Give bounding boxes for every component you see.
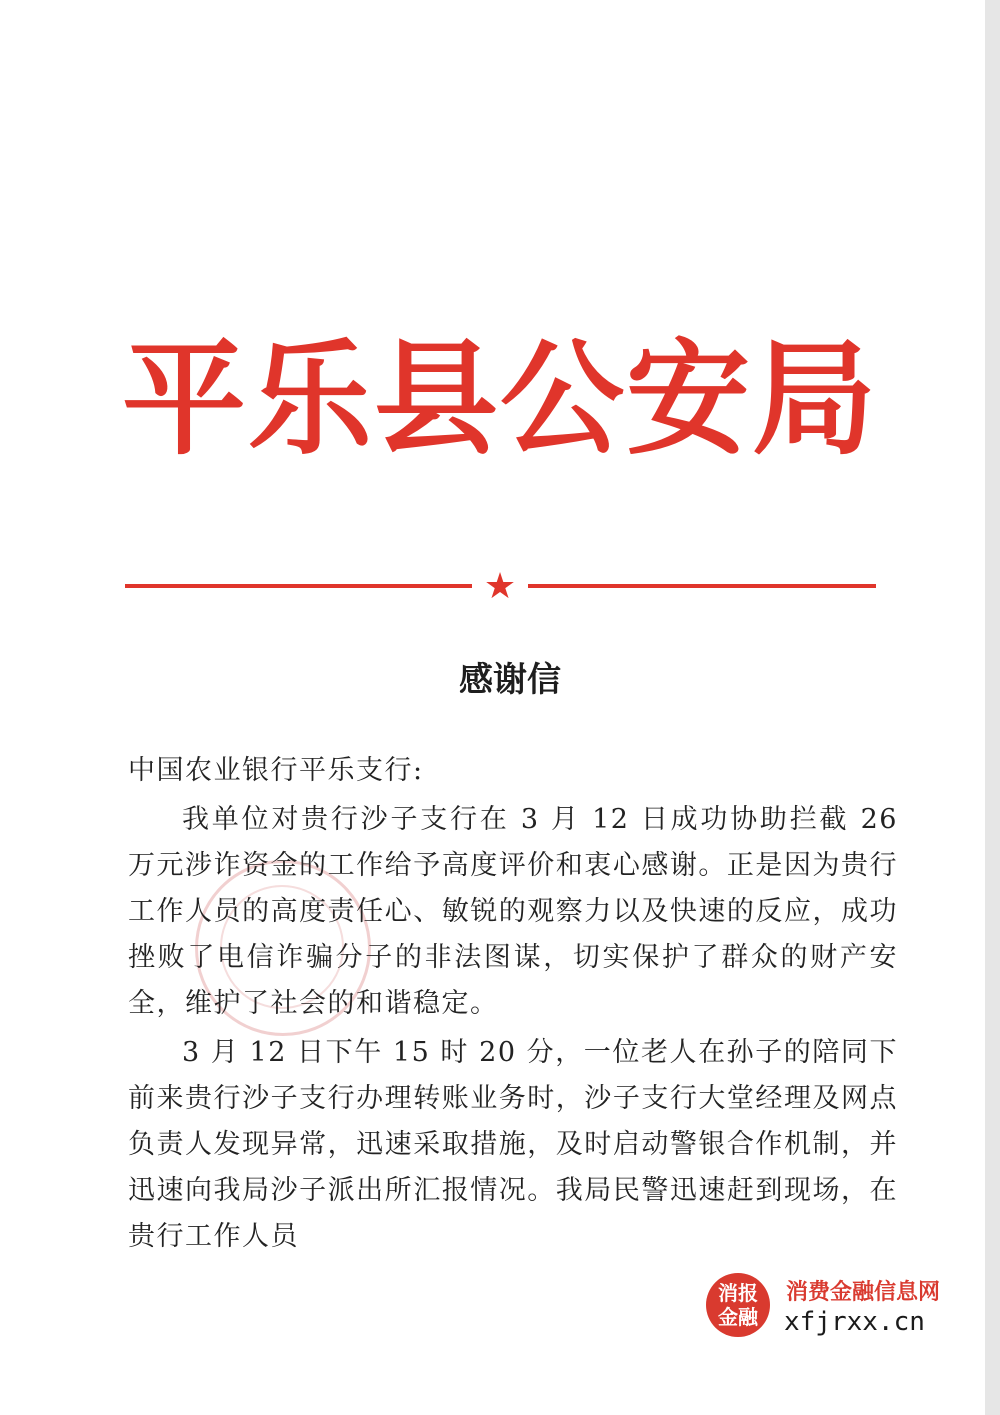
site-watermark — [706, 1273, 966, 1353]
page-edge — [985, 0, 1000, 1415]
header-divider-right — [528, 584, 876, 588]
watermark-site-name: 消费金融信息网 — [786, 1280, 941, 1305]
letter-title: 感谢信 — [459, 660, 561, 700]
watermark-badge-line2: 金融 — [718, 1305, 758, 1329]
header-divider-left — [125, 584, 472, 588]
salutation: 中国农业银行平乐支行: — [128, 755, 424, 786]
watermark-logo-icon — [706, 1273, 770, 1337]
paragraph-2: 3 月 12 日下午 15 时 20 分，一位老人在孙子的陪同下前来贵行沙子支行办理转账业务时，沙子支行大堂经理及网点负责人发现异常，迅速采取措施，及时启动警银合作机制，并迅速向我局沙子派出所汇报情况。我局民警迅速赶到现场，在贵行工作人员 — [128, 1037, 898, 1252]
organization-header: 平乐县公安局 — [121, 328, 878, 472]
paragraph-1: 我单位对贵行沙子支行在 3 月 12 日成功协助拦截 26 万元涉诈资金的工作给予高度评价和衷心感谢。正是因为贵行工作人员的高度责任心、敏锐的观察力以及快速的反应，成功挫败了电信诈骗分子的非法图谋，切实保护了群众的财产安全，维护了社会的和谐稳定。 — [128, 804, 898, 1019]
letter-body — [128, 748, 898, 1263]
star-icon: ★ — [483, 566, 517, 607]
watermark-badge-line1: 消报 — [718, 1281, 758, 1305]
watermark-url: xfjrxx.cn — [784, 1307, 925, 1337]
